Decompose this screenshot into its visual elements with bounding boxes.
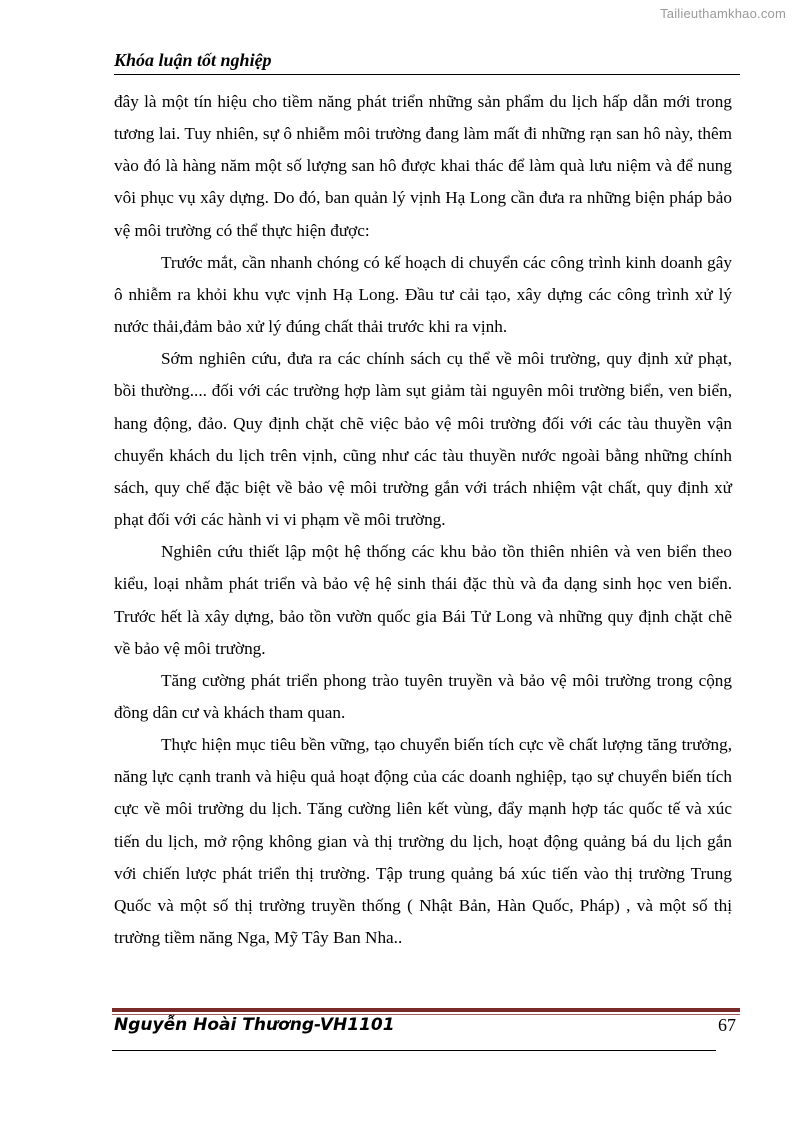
paragraph: Nghiên cứu thiết lập một hệ thống các khu bảo tồn thiên nhiên và ven biển theo kiểu, loại nhằm phát triển và bảo vệ hệ sinh thái đặc thù và đa dạng sinh học ven biển. Trước hết là xây dựng, bảo tồn vườn quốc gia Bái Tử Long và những quy định chặt chẽ về bảo vệ môi trường. — [114, 542, 732, 658]
footer-bottom-divider — [112, 1050, 716, 1051]
paragraph: Sớm nghiên cứu, đưa ra các chính sách cụ thể về môi trường, quy định xử phạt, bồi thường.... đối với các trường hợp làm sụt giảm tài nguyên môi trường biển, ven biển, hang động, đảo. Quy định chặt chẽ việc bảo vệ môi trường đối với các tàu thuyền vận chuyển khách du lịch trên vịnh, cũng như các tàu thuyền nước ngoài bằng những chính sách, quy chế đặc biệt về bảo vệ môi trường gắn với trách nhiệm vật chất, quy định xử phạt đối với các hành vi vi phạm về môi trường. — [114, 349, 732, 530]
paragraph: Thực hiện mục tiêu bền vững, tạo chuyển biến tích cực về chất lượng tăng trưởng, năng lực cạnh tranh và hiệu quả hoạt động của các doanh nghiệp, tạo sự chuyển biến tích cực về môi trường du lịch. Tăng cường liên kết vùng, đẩy mạnh hợp tác quốc tế và xúc tiến du lịch, mở rộng không gian và thị trường du lịch, hoạt động quảng bá du lịch gắn với chiến lược phát triển thị trường. Tập trung quảng bá xúc tiến vào thị trường Trung Quốc và một số thị trường truyền thống ( Nhật Bản, Hàn Quốc, Pháp) , và một số thị trường tiềm năng Nga, Mỹ Tây Ban Nha.. — [114, 735, 732, 948]
page-number: 67 — [718, 1015, 736, 1035]
paragraph: Tăng cường phát triển phong trào tuyên truyền và bảo vệ môi trường trong cộng đồng dân cư và khách tham quan. — [114, 670, 732, 722]
footer-divider-thick — [112, 1008, 740, 1012]
document-body — [114, 86, 732, 954]
paragraph: Trước mắt, cần nhanh chóng có kế hoạch di chuyển các công trình kinh doanh gây ô nhiễm ra khỏi khu vực vịnh Hạ Long. Đầu tư cải tạo, xây dựng các công trình xử lý nước thải,đảm bảo xử lý đúng chất thải trước khi ra vịnh. — [114, 252, 732, 337]
watermark-text: Tailieuthamkhao.com — [660, 6, 786, 21]
page-header-title: Khóa luận tốt nghiệp — [114, 50, 272, 70]
footer-author: Nguyễn Hoài Thương-VH1101 — [114, 1015, 395, 1035]
paragraph-continuation: đây là một tín hiệu cho tiềm năng phát triển những sản phẩm du lịch hấp dẫn mới trong tương lai. Tuy nhiên, sự ô nhiễm môi trường đang làm mất đi những rạn san hô này, thêm vào đó là hàng năm một số lượng san hô được khai thác để làm quà lưu niệm và để nung vôi phục vụ xây dựng. Do đó, ban quản lý vịnh Hạ Long cần đưa ra những biện pháp bảo vệ môi trường có thể thực hiện được: — [114, 92, 732, 240]
header-divider — [114, 74, 740, 75]
